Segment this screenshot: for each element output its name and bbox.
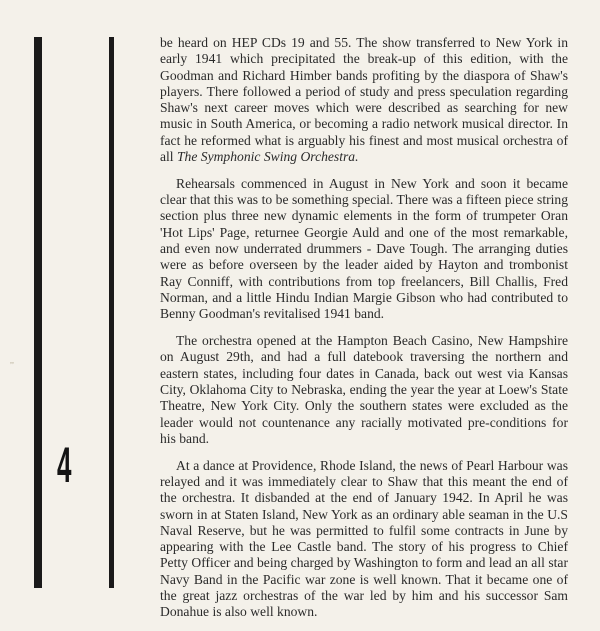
page-number: 4: [57, 437, 72, 493]
left-vertical-rule: [34, 37, 42, 588]
paragraph-3: The orchestra opened at the Hampton Beach Casino, New Hampshire on August 29th, and had a full datebook traversing the northern and eastern states, including four dates in Canada, back out west via Kansas City, Oklahoma City to Nebraska, ending the year the year at Loew's State Theatre, New York City. Only the southern states were excluded as the leader would not countenance any racially motivated pre-conditions for his band.: [160, 333, 568, 446]
paragraph-2: Rehearsals commenced in August in New York and soon it became clear that this was to be something special. There was a fifteen piece string section plus three new dynamic elements in the form of trumpeter Oran 'Hot Lips' Page, returnee Georgie Auld and one of the most remarkable, and even now underrated drummers - Dave Tough. The arranging duties were as before overseen by the leader aided by Hayton and trombonist Ray Conniff, with contributions from top freelancers, Bill Challis, Fred Norman, and a little Hindu Indian Margie Gibson who had contributed to Benny Goodman's revitalised 1941 band.: [160, 175, 568, 322]
paragraph-1: [160, 35, 568, 165]
paragraph-1-text: be heard on HEP CDs 19 and 55. The show transferred to New York in early 1941 which precipitated the break-up of this edition, with the Goodman and Richard Himber bands profiting by the diaspora of Shaw's players. There followed a period of study and press speculation regarding Shaw's next career moves which were described as searching for new music in South America, or becoming a radio network musical director. In fact he reformed what is arguably his finest and most musical orchestra of all: [160, 35, 568, 165]
orchestra-name-italic: The Symphonic Swing Orchestra.: [177, 149, 359, 165]
right-vertical-rule: [109, 37, 114, 588]
article-body: [160, 35, 568, 631]
paragraph-4: At a dance at Providence, Rhode Island, the news of Pearl Harbour was relayed and it was immediately clear to Shaw that this meant the end of the orchestra. It disbanded at the end of January 1942. In April he was sworn in at Staten Island, New York as an ordinary able seaman in the U.S Naval Reserve, but he was permitted to fulfil some contracts in June by appearing with the Lee Castle band. The story of his progress to Chief Petty Officer and being charged by Washington to form and lead an all star Navy Band in the Pacific war zone is well known. That it became one of the great jazz orchestras of the war led by him and his successor Sam Donahue is also well known.: [160, 457, 568, 620]
scan-speck: ,,: [10, 356, 14, 365]
